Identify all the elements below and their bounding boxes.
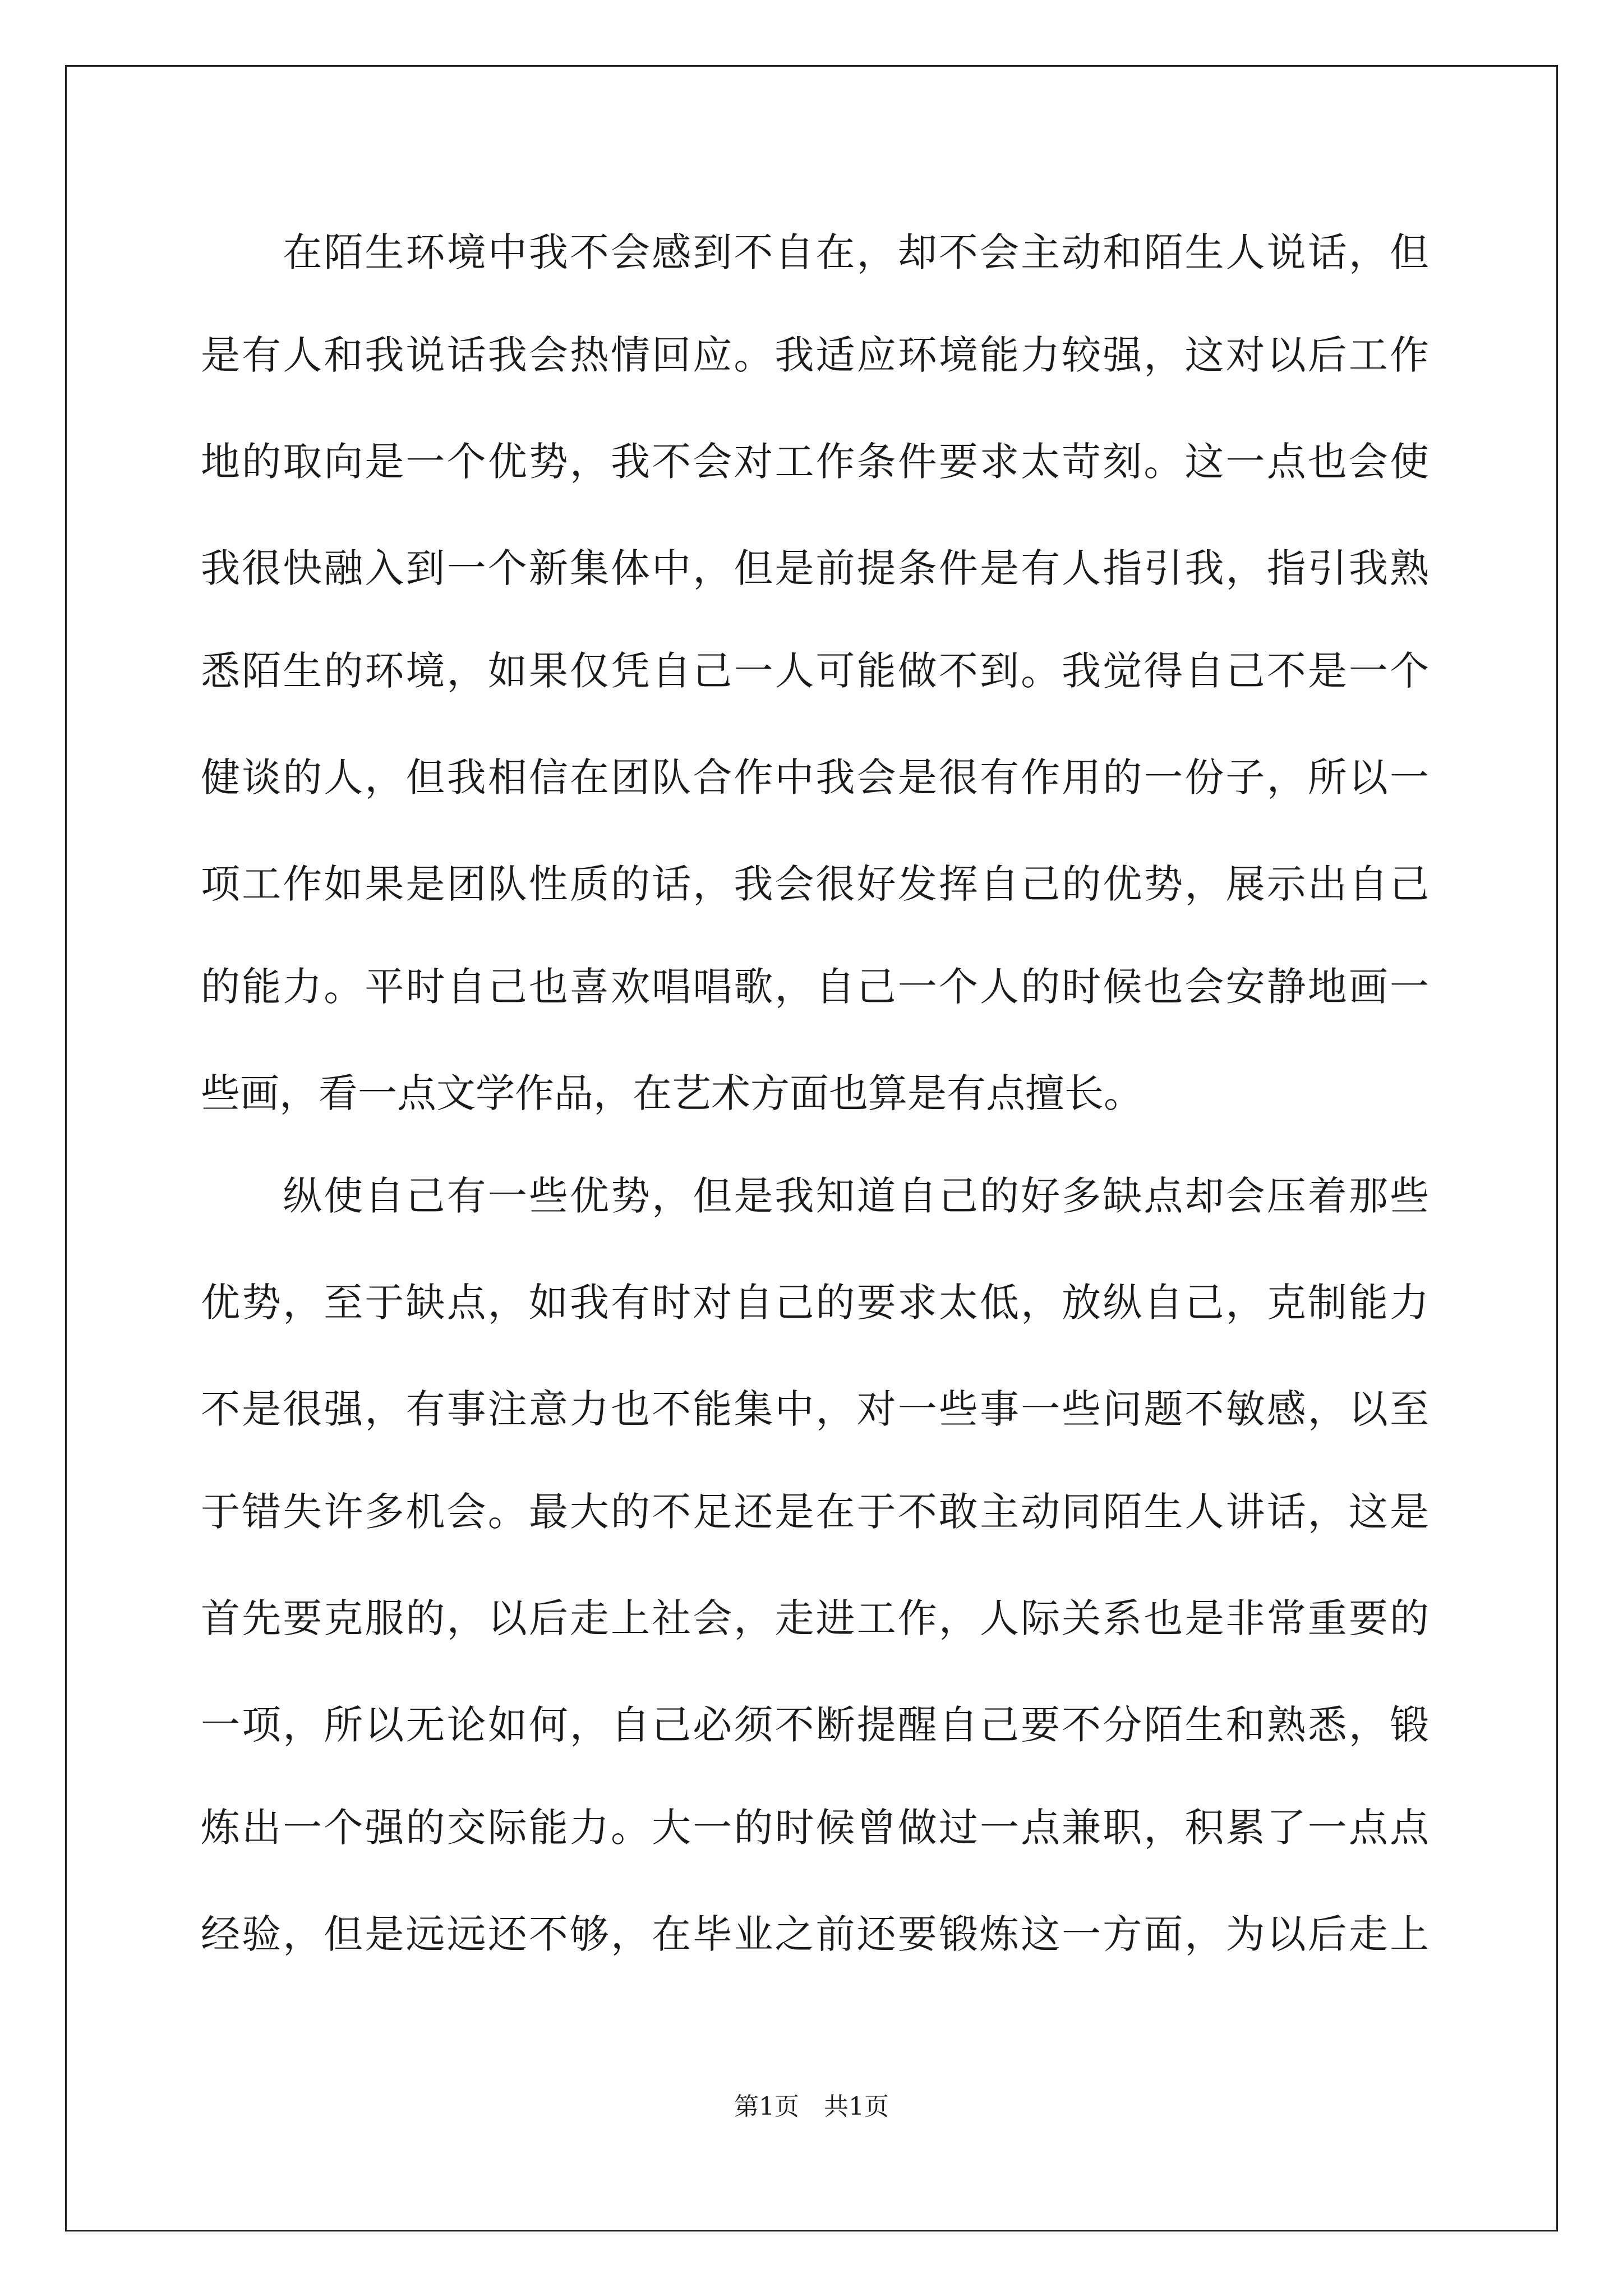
text-line: 优势，至于缺点，如我有时对自己的要求太低，放纵自己，克制能力: [201, 1280, 1429, 1326]
text-line: 健谈的人，但我相信在团队合作中我会是很有作用的一份子，所以一: [201, 754, 1429, 800]
page-number: 第1页 共1页: [734, 2092, 889, 2121]
text-line: 我很快融入到一个新集体中，但是前提条件是有人指引我，指引我熟: [201, 545, 1429, 591]
text-line: 地的取向是一个优势，我不会对工作条件要求太苛刻。这一点也会使: [201, 439, 1429, 485]
text-line: 在陌生环境中我不会感到不自在，却不会主动和陌生人说话，但: [201, 229, 1429, 275]
text-line: 首先要克服的，以后走上社会，走进工作，人际关系也是非常重要的: [201, 1595, 1429, 1641]
text-line: 些画，看一点文学作品，在艺术方面也算是有点擅长。: [201, 1070, 1143, 1116]
text-line: 悉陌生的环境，如果仅凭自己一人可能做不到。我觉得自己不是一个: [201, 648, 1429, 694]
text-line: 的能力。平时自己也喜欢唱唱歌，自己一个人的时候也会安静地画一: [201, 964, 1429, 1010]
text-line: 于错失许多机会。最大的不足还是在于不敢主动同陌生人讲话，这是: [201, 1489, 1429, 1535]
text-line: 项工作如果是团队性质的话，我会很好发挥自己的优势，展示出自己: [201, 861, 1429, 907]
text-line: 炼出一个强的交际能力。大一的时候曾做过一点兼职，积累了一点点: [201, 1805, 1429, 1851]
text-line: 经验，但是远远还不够，在毕业之前还要锻炼这一方面，为以后走上: [201, 1911, 1429, 1957]
text-line: 一项，所以无论如何，自己必须不断提醒自己要不分陌生和熟悉，锻: [201, 1702, 1429, 1748]
text-line: 纵使自己有一些优势，但是我知道自己的好多缺点却会压着那些: [201, 1173, 1429, 1219]
text-line: 是有人和我说话我会热情回应。我适应环境能力较强，这对以后工作: [201, 332, 1429, 378]
text-line: 不是很强，有事注意力也不能集中，对一些事一些问题不敏感，以至: [201, 1386, 1429, 1432]
